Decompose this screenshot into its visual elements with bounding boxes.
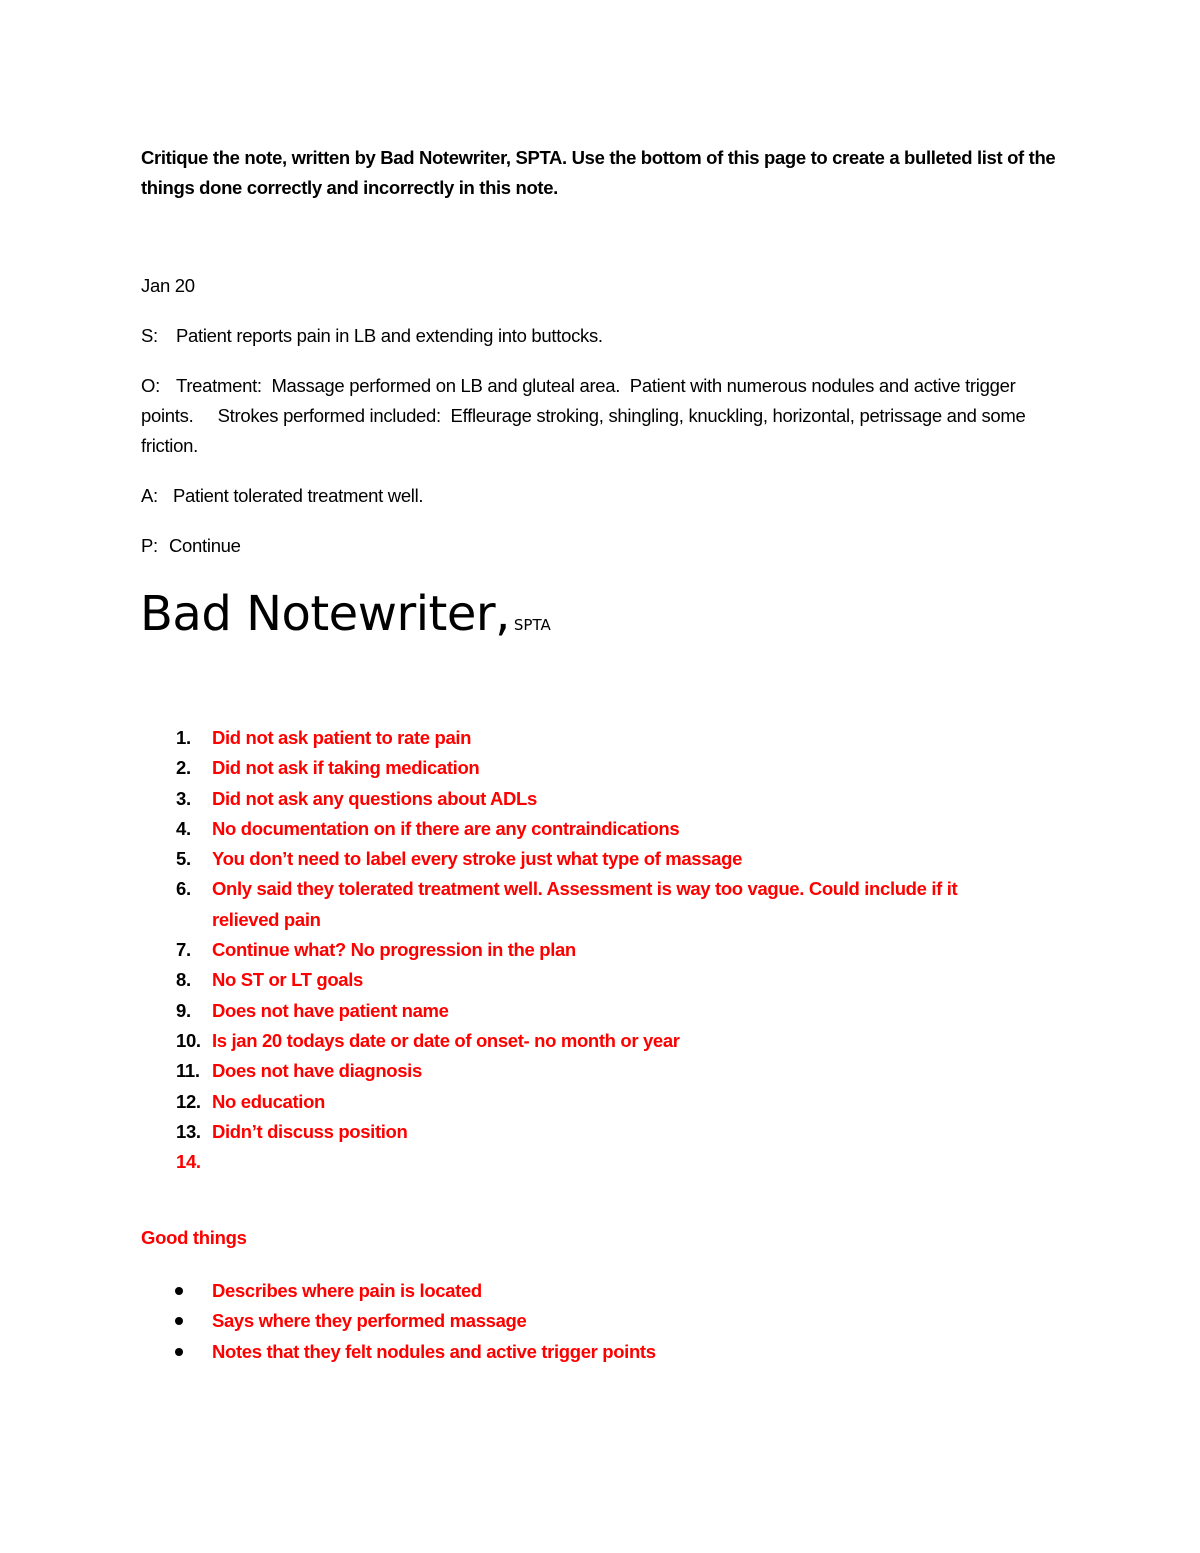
- list-item: [0, 935, 1012, 965]
- assessment-label: A:: [141, 485, 158, 506]
- list-item: [0, 1056, 1012, 1086]
- item-text: Describes where pain is located: [212, 1280, 482, 1301]
- note-assessment: [141, 481, 423, 511]
- list-item: [0, 753, 1012, 783]
- list-item: [0, 1026, 1012, 1056]
- list-item: [0, 1306, 656, 1336]
- list-item: [0, 1087, 1012, 1117]
- item-number: 4.: [176, 817, 191, 839]
- item-number: 10.: [176, 1029, 201, 1051]
- item-number: 3.: [176, 787, 191, 809]
- plan-label: P:: [141, 535, 158, 556]
- list-item: [0, 1337, 656, 1367]
- item-number: 14.: [176, 1151, 201, 1173]
- bullet-icon: [175, 1348, 183, 1356]
- item-text: Did not ask any questions about ADLs: [212, 787, 537, 809]
- item-number: 8.: [176, 969, 191, 991]
- objective-label: O:: [141, 375, 160, 396]
- item-number: 11.: [176, 1060, 200, 1082]
- subjective-label: S:: [141, 325, 158, 346]
- list-item: [0, 874, 1012, 935]
- item-number: 13.: [176, 1120, 201, 1142]
- instructions-paragraph: Critique the note, written by Bad Notewriter, SPTA. Use the bottom of this page to create a bulleted list of the things done correctly and incorrectly in this note.: [141, 147, 1056, 198]
- plan-text: Continue: [169, 535, 241, 556]
- list-item: [0, 965, 1012, 995]
- item-number: 9.: [176, 999, 191, 1021]
- item-text: Only said they tolerated treatment well. Assessment is way too vague. Could include if it relieved pain: [212, 878, 958, 930]
- item-number: 7.: [176, 939, 191, 961]
- note-objective: [141, 371, 1051, 461]
- item-number: 6.: [176, 878, 191, 900]
- list-item: [0, 784, 1012, 814]
- item-text: You don’t need to label every stroke just what type of massage: [212, 848, 743, 870]
- objective-text: Treatment: Massage performed on LB and gluteal area. Patient with numerous nodules and active trigger points. Strokes performed included: Effleurage stroking, shingling, knuckling, horizontal, petrissage and some friction.: [141, 375, 1031, 456]
- signature: [140, 582, 551, 657]
- good-things-heading: Good things: [141, 1227, 247, 1248]
- item-text: Continue what? No progression in the plan: [212, 939, 576, 961]
- item-text: Didn’t discuss position: [212, 1120, 408, 1142]
- item-text: Did not ask patient to rate pain: [212, 727, 472, 748]
- list-item: [0, 723, 1012, 753]
- critique-list: [0, 723, 1012, 1177]
- signature-name: Bad Notewriter,: [140, 586, 510, 642]
- item-text: Says where they performed massage: [212, 1310, 527, 1332]
- item-text: Notes that they felt nodules and active trigger points: [212, 1340, 656, 1362]
- item-text: No education: [212, 1090, 325, 1112]
- item-text: No ST or LT goals: [212, 969, 363, 991]
- item-number: 5.: [176, 848, 191, 870]
- note-plan: [141, 531, 241, 561]
- item-text: Does not have patient name: [212, 999, 449, 1021]
- item-text: Does not have diagnosis: [212, 1060, 422, 1082]
- item-text: [212, 1151, 217, 1172]
- list-item: [0, 996, 1012, 1026]
- item-text: No documentation on if there are any contraindications: [212, 817, 680, 839]
- list-item: [0, 1117, 1012, 1147]
- item-text: Is jan 20 todays date or date of onset- no month or year: [212, 1029, 680, 1051]
- bullet-icon: [175, 1287, 183, 1295]
- item-text: Did not ask if taking medication: [212, 757, 480, 779]
- list-item-empty: [0, 1147, 1012, 1177]
- note-date: Jan 20: [141, 275, 195, 296]
- list-item: [0, 844, 1012, 874]
- note-subjective: [141, 321, 603, 351]
- list-item: [0, 1276, 656, 1306]
- item-number: 2.: [176, 757, 191, 779]
- item-number: 1.: [176, 727, 191, 748]
- item-number: 12.: [176, 1090, 201, 1112]
- list-item: [0, 814, 1012, 844]
- good-things-list: [0, 1276, 656, 1367]
- bullet-icon: [175, 1317, 183, 1325]
- assessment-text: Patient tolerated treatment well.: [173, 485, 424, 506]
- signature-credential: SPTA: [513, 616, 551, 634]
- subjective-text: Patient reports pain in LB and extending into buttocks.: [176, 325, 603, 346]
